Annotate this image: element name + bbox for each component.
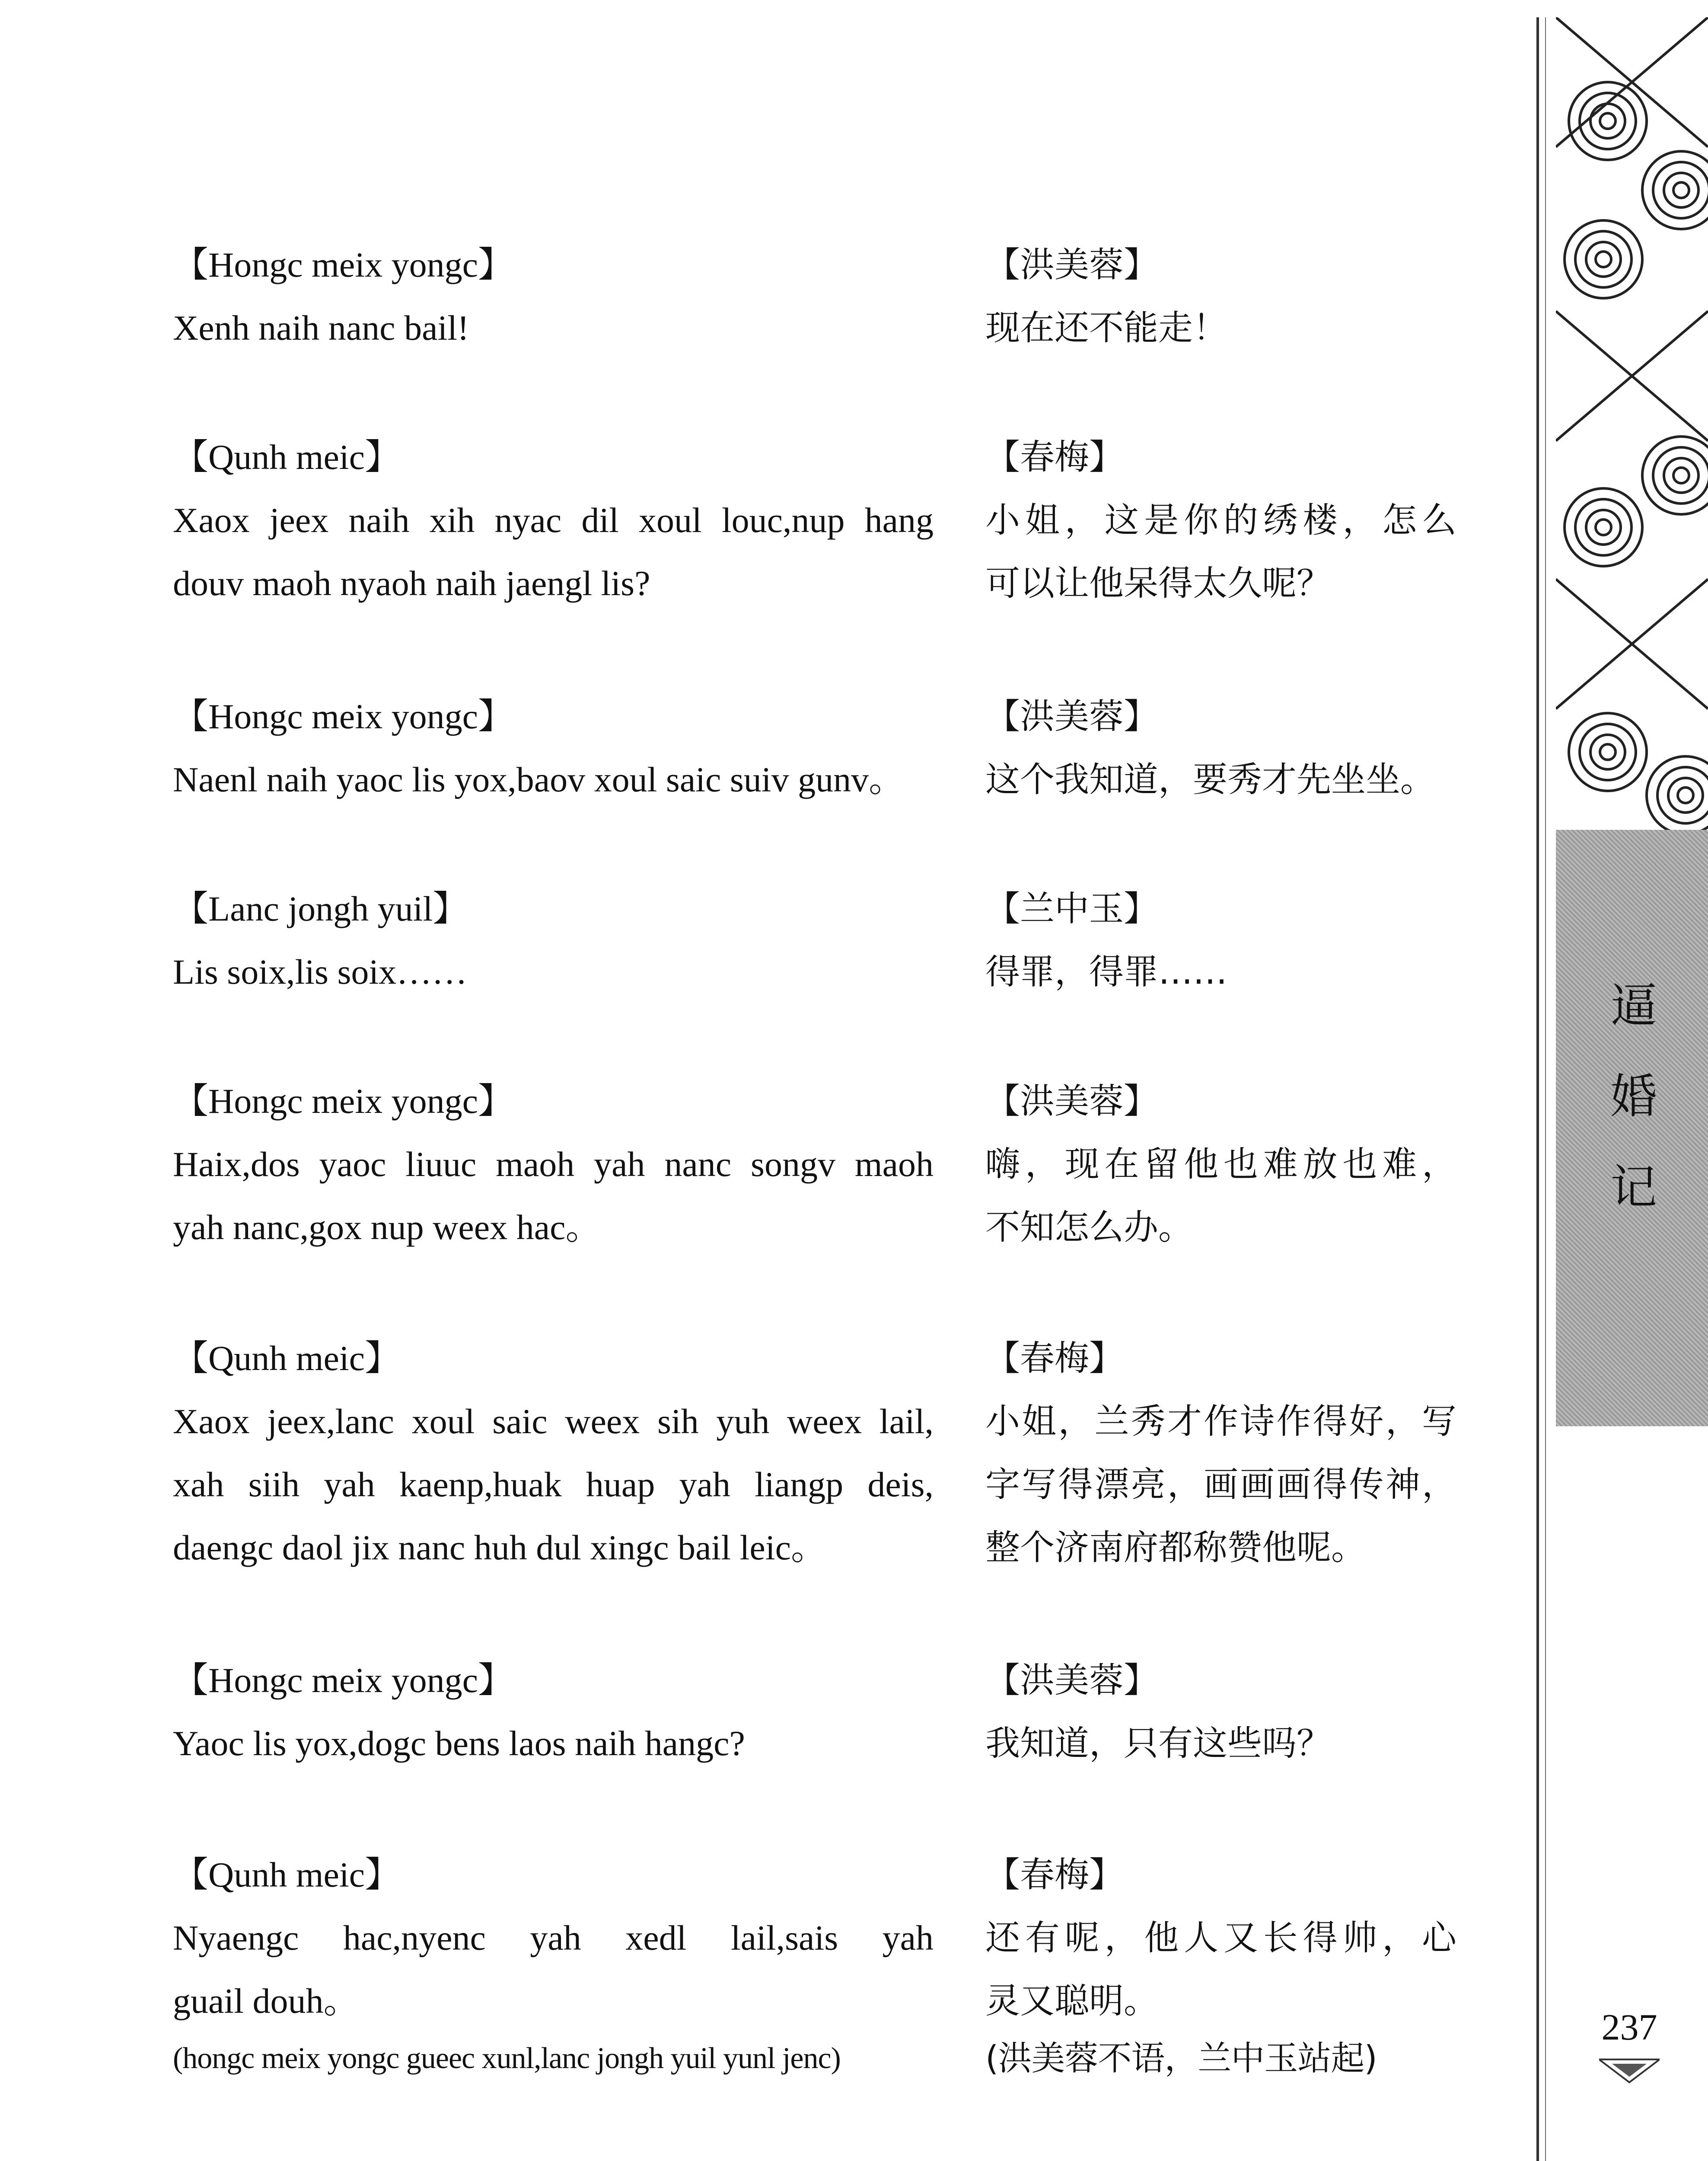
dialogue-line: Haix,dos yaoc liuuc maoh yah nanc songv maoh (173, 1144, 934, 1184)
dialogue-line: 字写得漂亮，画画画得传神， (985, 1464, 1456, 1504)
dong-entry-3 (173, 685, 934, 811)
chinese-entry-6 (985, 1327, 1456, 1579)
speaker-label: 【春梅】 (985, 1338, 1124, 1378)
dialogue-line: 还有呢，他人又长得帅，心 (985, 1918, 1456, 1958)
dialogue-line: daengc daol jix nanc huh dul xingc bail leic。 (173, 1528, 826, 1567)
dong-entry-6 (173, 1327, 934, 1579)
dong-entry-1 (173, 233, 934, 360)
speaker-label: 【Qunh meic】 (173, 1339, 401, 1378)
chinese-entry-2 (985, 426, 1456, 615)
stage-direction: (洪美蓉不语，兰中玉站起) (985, 2039, 1377, 2078)
dong-entry-7 (173, 1649, 934, 1775)
dialogue-line: Xenh naih nanc bail! (173, 308, 469, 347)
speaker-label: 【Qunh meic】 (173, 437, 401, 477)
chinese-entry-1 (985, 233, 1456, 360)
chinese-entry-8 (985, 1843, 1456, 2085)
speaker-label: 【洪美蓉】 (985, 696, 1158, 736)
speaker-label: 【Hongc meix yongc】 (173, 1081, 513, 1121)
speaker-label: 【Hongc meix yongc】 (173, 245, 513, 284)
dialogue-line: yah nanc,gox nup weex hac。 (173, 1208, 601, 1247)
dialogue-line: 这个我知道，要秀才先坐坐。 (985, 759, 1435, 800)
speaker-label: 【Hongc meix yongc】 (173, 1661, 513, 1700)
speaker-label: 【洪美蓉】 (985, 1081, 1158, 1121)
chapter-title-char: 记 (1610, 1160, 1657, 1214)
dialogue-line: xah siih yah kaenp,huak huap yah liangp deis, (173, 1465, 934, 1504)
margin-rule (1536, 17, 1539, 2161)
dialogue-line: 现在还不能走！ (985, 308, 1227, 348)
dong-entry-2 (173, 426, 934, 615)
speaker-label: 【兰中玉】 (985, 889, 1158, 929)
margin-rule-thin (1545, 17, 1546, 2161)
chapter-tab (1556, 830, 1708, 1426)
dialogue-line: douv maoh nyaoh naih jaengl lis? (173, 564, 650, 603)
dialogue-line: 得罪，得罪…… (985, 952, 1227, 992)
stage-direction: (hongc meix yongc gueec xunl,lanc jongh yuil yunl jenc) (173, 2042, 841, 2075)
dialogue-line: 小姐，这是你的绣楼，怎么 (985, 500, 1456, 540)
speaker-label: 【春梅】 (985, 1855, 1124, 1895)
speaker-label: 【洪美蓉】 (985, 1660, 1158, 1700)
speaker-label: 【春梅】 (985, 437, 1124, 477)
page-ornament-icon (1599, 2057, 1660, 2083)
dialogue-line: 整个济南府都称赞他呢。 (985, 1527, 1366, 1568)
speaker-label: 【Hongc meix yongc】 (173, 697, 513, 736)
chapter-title-char: 婚 (1610, 1070, 1657, 1124)
dialogue-line: 不知怎么办。 (985, 1207, 1193, 1247)
dong-entry-4 (173, 877, 934, 1004)
dialogue-line: 可以让他呆得太久呢？ (985, 563, 1331, 603)
chinese-entry-5 (985, 1070, 1456, 1259)
dialogue-line: Yaoc lis yox,dogc bens laos naih hangc? (173, 1724, 745, 1763)
speaker-label: 【洪美蓉】 (985, 245, 1158, 285)
dong-entry-5 (173, 1070, 934, 1259)
dialogue-line: 灵又聪明。 (985, 1981, 1158, 2021)
cloud-pattern-ornament (1556, 17, 1708, 830)
dialogue-line: Xaox jeex,lanc xoul saic weex sih yuh weex lail, (173, 1402, 934, 1441)
speaker-label: 【Lanc jongh yuil】 (173, 889, 468, 928)
chinese-entry-4 (985, 877, 1456, 1004)
dialogue-line: 小姐，兰秀才作诗作得好，写 (985, 1401, 1456, 1441)
dialogue-line: 嗨，现在留他也难放也难， (985, 1144, 1456, 1184)
dialogue-line: guail douh。 (173, 1981, 359, 2021)
chinese-entry-7 (985, 1649, 1456, 1775)
speaker-label: 【Qunh meic】 (173, 1855, 401, 1894)
page-number: 237 (1601, 2006, 1657, 2048)
dialogue-line: 我知道，只有这些吗？ (985, 1723, 1331, 1763)
dialogue-line: Xaox jeex naih xih nyac dil xoul louc,nup hang (173, 500, 934, 540)
chapter-title-char: 逼 (1610, 979, 1657, 1033)
chinese-entry-3 (985, 685, 1456, 811)
dialogue-line: Lis soix,lis soix…… (173, 952, 468, 991)
dong-entry-8 (173, 1843, 934, 2085)
dialogue-line: Nyaengc hac,nyenc yah xedl lail,sais yah (173, 1918, 934, 1957)
dialogue-line: Naenl naih yaoc lis yox,baov xoul saic suiv gunv。 (173, 760, 905, 799)
